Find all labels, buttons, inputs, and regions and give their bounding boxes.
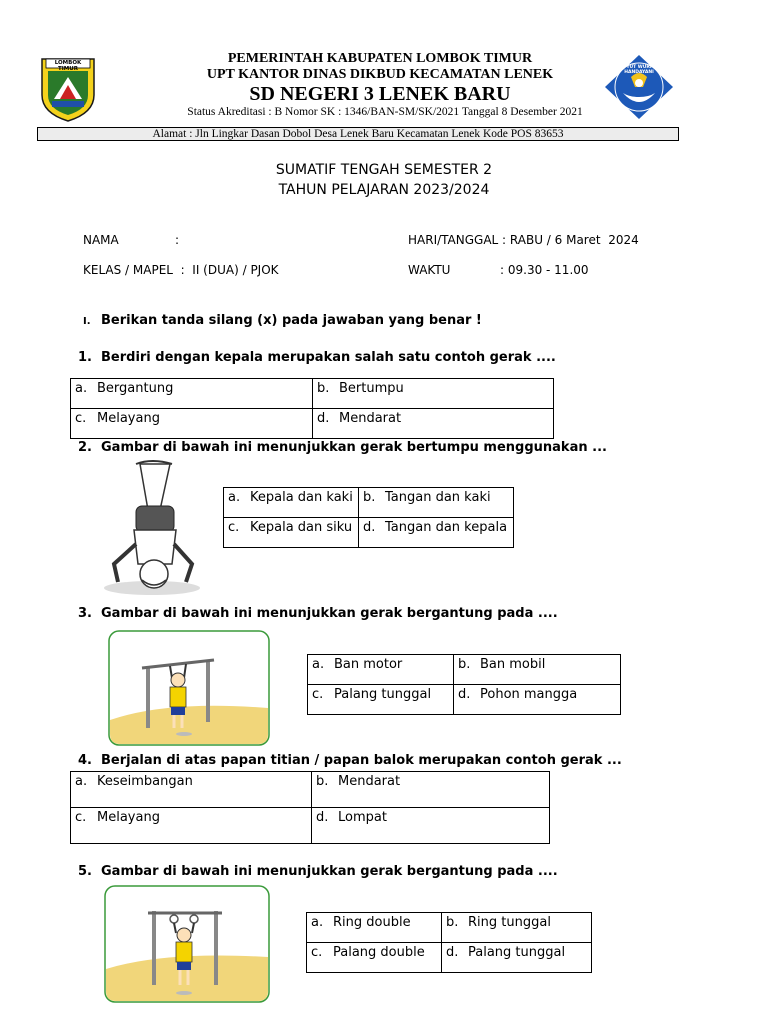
header-office: UPT KANTOR DINAS DIKBUD KECAMATAN LENEK xyxy=(206,67,554,82)
option-4b[interactable]: b. Mendarat xyxy=(312,772,550,808)
option-2a[interactable]: a. Kepala dan kaki xyxy=(224,488,359,518)
name-separator: : xyxy=(175,233,180,247)
header-government: PEMERINTAH KABUPATEN LOMBOK TIMUR xyxy=(227,51,533,66)
option-5b[interactable]: b. Ring tunggal xyxy=(442,913,592,943)
option-3b[interactable]: b. Ban mobil xyxy=(454,655,621,685)
regency-logo-text: LOMBOK TIMUR xyxy=(54,60,82,72)
option-5c[interactable]: c. Palang double xyxy=(307,943,442,973)
option-5a[interactable]: a. Ring double xyxy=(307,913,442,943)
day-date: HARI/TANGGAL : RABU / 6 Maret 2024 xyxy=(408,233,639,247)
tut-wuri-logo-text: TUT WURI HANDAYANI xyxy=(624,65,654,75)
option-5d[interactable]: d. Palang tunggal xyxy=(442,943,592,973)
question-1 xyxy=(78,350,556,365)
time-value: : 09.30 - 11.00 xyxy=(500,263,589,277)
options-table-3 xyxy=(307,654,621,715)
time-label: WAKTU xyxy=(408,263,451,277)
question-number: 4. xyxy=(78,753,92,768)
question-text: Gambar di bawah ini menunjukkan gerak bertumpu menggunakan ... xyxy=(101,440,607,455)
option-4a[interactable]: a. Keseimbangan xyxy=(71,772,312,808)
question-2 xyxy=(78,440,607,455)
headstand-illustration xyxy=(100,460,204,596)
options-table-5 xyxy=(306,912,592,973)
instruction-number: I. xyxy=(83,316,91,327)
regency-logo xyxy=(38,55,98,123)
address-text: Alamat : Jln Lingkar Dasan Dobol Desa Lenek Baru Kecamatan Lenek Kode POS 83653 xyxy=(152,128,564,140)
option-4d[interactable]: d. Lompat xyxy=(312,808,550,844)
question-number: 3. xyxy=(78,606,92,621)
hanging-bar-illustration xyxy=(108,630,270,746)
class-subject: KELAS / MAPEL : II (DUA) / PJOK xyxy=(83,263,279,277)
question-5 xyxy=(78,864,558,879)
school-year: TAHUN PELAJARAN 2023/2024 xyxy=(278,182,490,198)
options-table-2 xyxy=(223,487,514,548)
question-number: 2. xyxy=(78,440,92,455)
header-accreditation: Status Akreditasi : B Nomor SK : 1346/BAN-SM/SK/2021 Tanggal 8 Desember 2021 xyxy=(187,106,583,118)
question-number: 5. xyxy=(78,864,92,879)
option-2c[interactable]: c. Kepala dan siku xyxy=(224,518,359,548)
options-table-1 xyxy=(70,378,554,439)
hanging-rings-illustration xyxy=(104,885,270,1003)
option-3c[interactable]: c. Palang tunggal xyxy=(308,685,454,715)
question-text: Gambar di bawah ini menunjukkan gerak bergantung pada .... xyxy=(101,606,558,621)
header-school-name: SD NEGERI 3 LENEK BARU xyxy=(249,83,511,105)
question-number: 1. xyxy=(78,350,92,365)
option-2b[interactable]: b. Tangan dan kaki xyxy=(359,488,514,518)
option-2d[interactable]: d. Tangan dan kepala xyxy=(359,518,514,548)
options-table-4 xyxy=(70,771,550,844)
question-text: Berjalan di atas papan titian / papan balok merupakan contoh gerak ... xyxy=(101,753,622,768)
question-text: Gambar di bawah ini menunjukkan gerak bergantung pada .... xyxy=(101,864,558,879)
option-3a[interactable]: a. Ban motor xyxy=(308,655,454,685)
exam-title: SUMATIF TENGAH SEMESTER 2 xyxy=(275,162,493,178)
question-4 xyxy=(78,753,622,768)
option-1b[interactable]: b. Bertumpu xyxy=(313,379,554,409)
option-4c[interactable]: c. Melayang xyxy=(71,808,312,844)
option-1a[interactable]: a. Bergantung xyxy=(71,379,313,409)
tut-wuri-logo xyxy=(603,53,675,121)
option-1d[interactable]: d. Mendarat xyxy=(313,409,554,439)
question-3 xyxy=(78,606,558,621)
question-text: Berdiri dengan kepala merupakan salah satu contoh gerak .... xyxy=(101,350,556,365)
address-bar xyxy=(37,127,679,141)
option-1c[interactable]: c. Melayang xyxy=(71,409,313,439)
option-3d[interactable]: d. Pohon mangga xyxy=(454,685,621,715)
name-label: NAMA xyxy=(83,233,119,247)
instruction-text: Berikan tanda silang (x) pada jawaban yang benar ! xyxy=(101,313,482,328)
